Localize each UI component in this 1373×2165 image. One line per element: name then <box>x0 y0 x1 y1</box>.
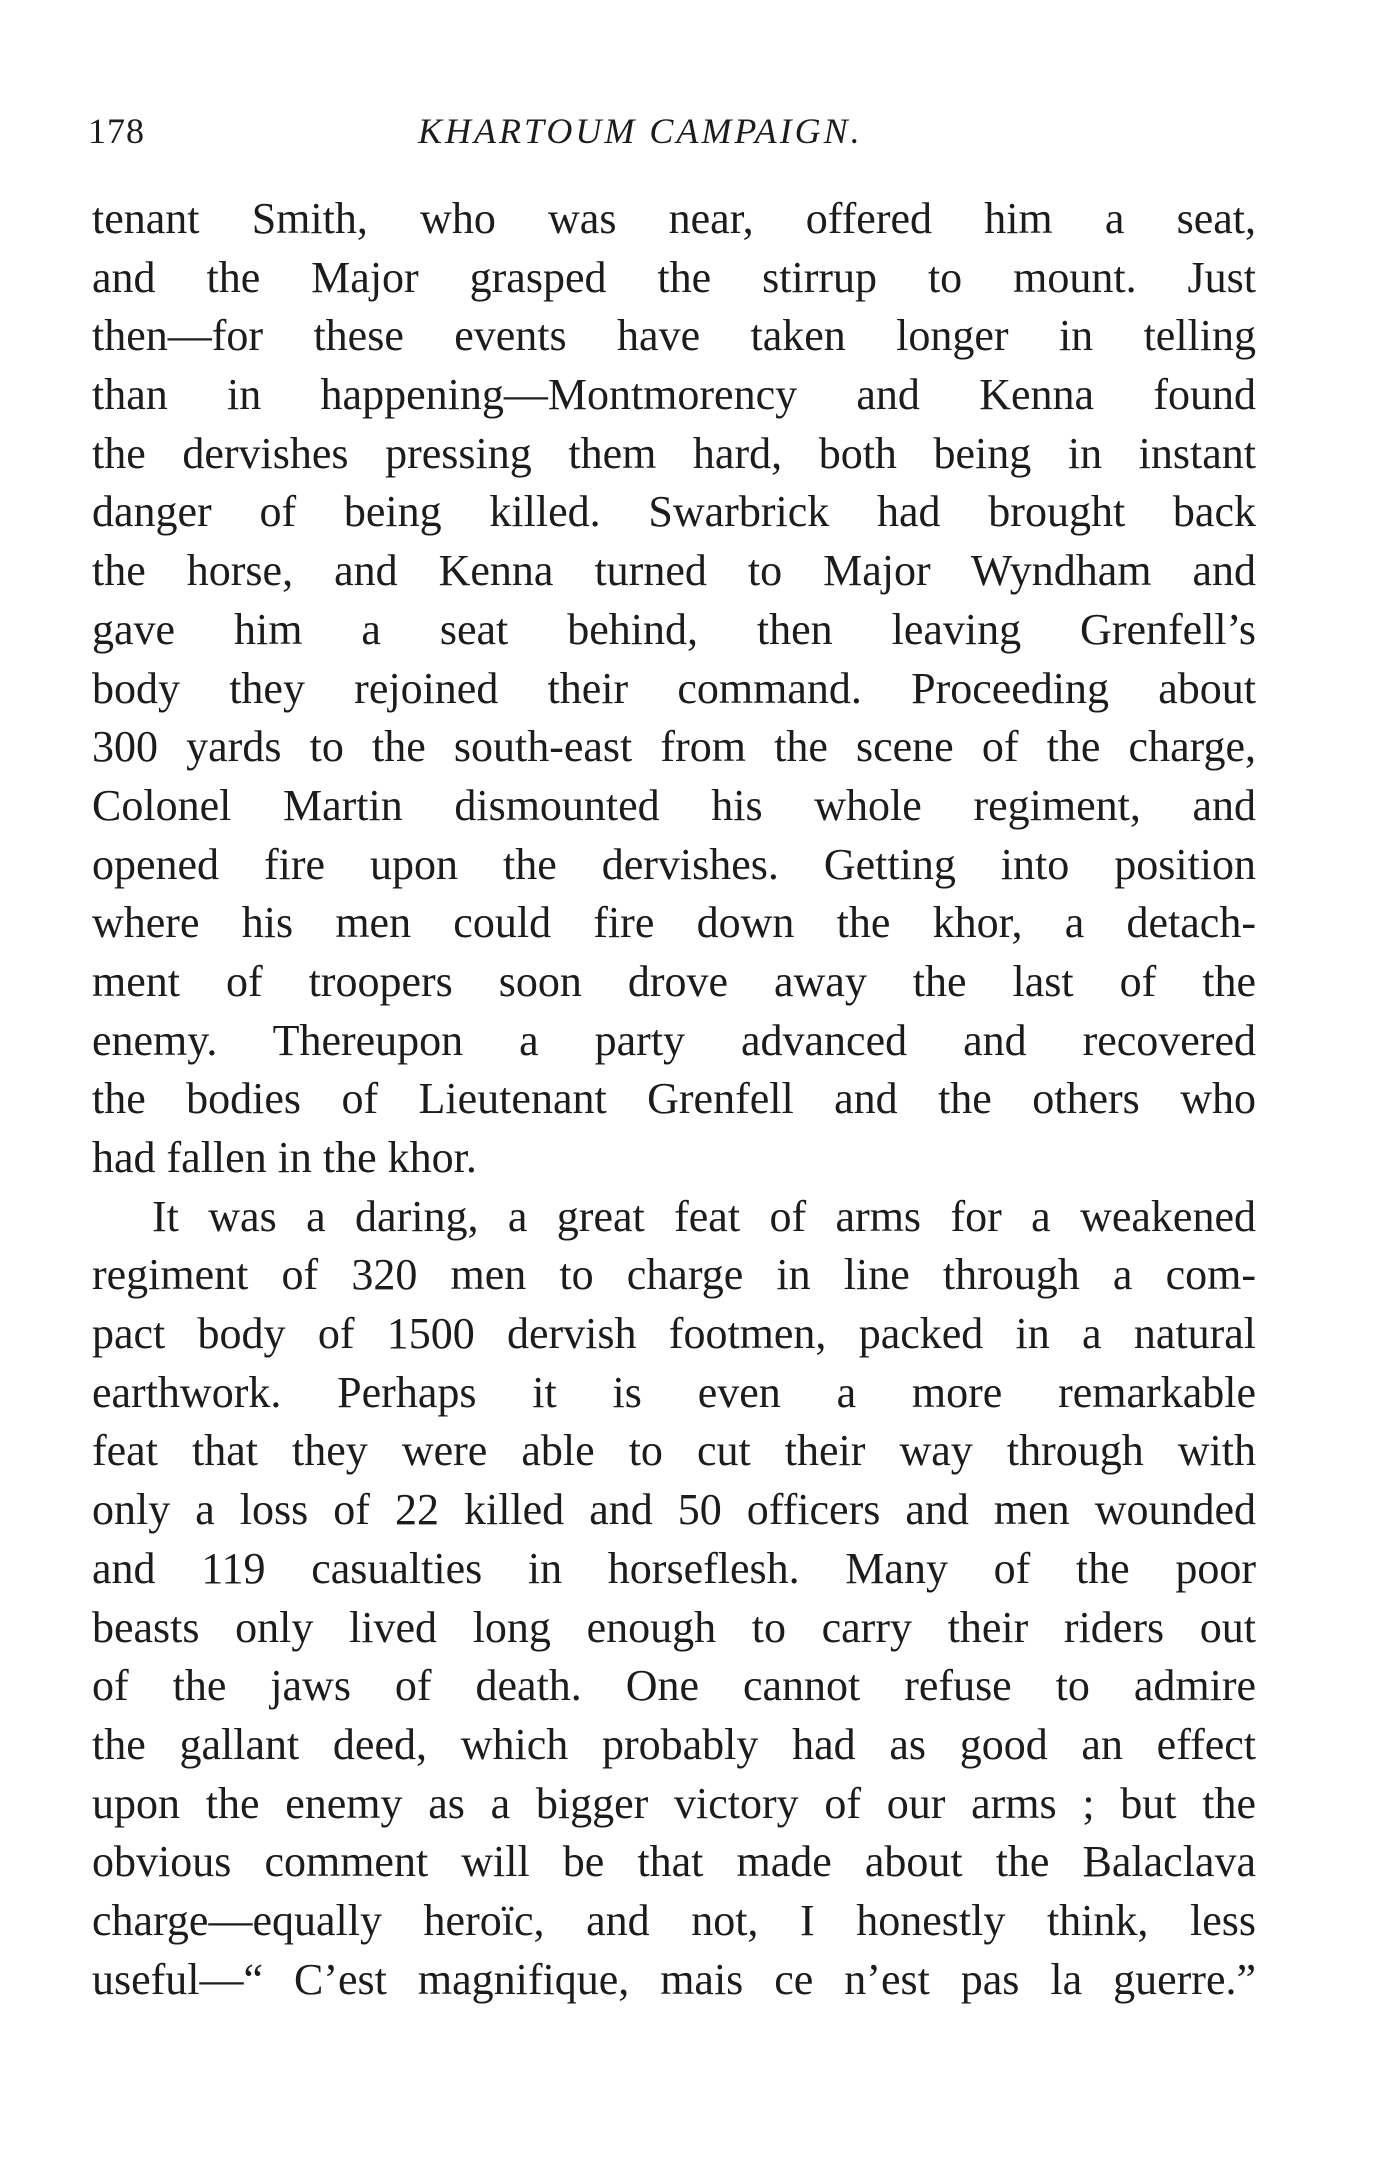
page-number: 178 <box>88 111 145 151</box>
text-line: of the jaws of death. One cannot refuse to admire <box>92 1661 1256 1711</box>
text-line: gave him a seat behind, then leaving Grenfell’s <box>92 604 1256 654</box>
paragraph-2 <box>92 1188 1256 2010</box>
text-line: and the Major grasped the stirrup to mount. Just <box>92 252 1256 302</box>
text-line: pact body of 1500 dervish footmen, packed in a natural <box>92 1309 1256 1359</box>
text-line: tenant Smith, who was near, offered him a seat, <box>92 194 1256 243</box>
text-line: danger of being killed. Swarbrick had brought back <box>92 487 1256 537</box>
text-line: then—for these events have taken longer in telling <box>92 311 1256 361</box>
text-line: ment of troopers soon drove away the last of the <box>92 956 1256 1006</box>
text-line: the bodies of Lieutenant Grenfell and the others who <box>92 1074 1256 1124</box>
text-line: enemy. Thereupon a party advanced and recovered <box>92 1015 1256 1065</box>
text-line: the dervishes pressing them hard, both being in instant <box>92 428 1256 478</box>
text-line: useful—“ C’est magnifique, mais ce n’est pas la guerre.” <box>92 1954 1256 2004</box>
text-line: 300 yards to the south-east from the scene of the charge, <box>92 722 1256 772</box>
paragraph-1 <box>92 190 1256 1188</box>
text-line: where his men could fire down the khor, a detach- <box>92 898 1256 948</box>
text-line: beasts only lived long enough to carry their riders out <box>92 1602 1256 1652</box>
text-line: than in happening—Montmorency and Kenna found <box>92 370 1256 420</box>
page-header <box>88 110 1268 160</box>
text-line: Colonel Martin dismounted his whole regiment, and <box>92 780 1256 830</box>
text-line: and 119 casualties in horseflesh. Many of the poor <box>92 1543 1256 1593</box>
text-line: the horse, and Kenna turned to Major Wyndham and <box>92 546 1256 596</box>
text-line: the gallant deed, which probably had as good an effect <box>92 1719 1256 1769</box>
text-line: had fallen in the khor. <box>92 1133 477 1182</box>
text-line: obvious comment will be that made about the Balaclava <box>92 1837 1256 1887</box>
text-line: body they rejoined their command. Proceeding about <box>92 663 1256 713</box>
text-line: regiment of 320 men to charge in line through a com- <box>92 1250 1256 1300</box>
text-line: upon the enemy as a bigger victory of our arms ; but the <box>92 1778 1256 1828</box>
running-head: KHARTOUM CAMPAIGN. <box>418 111 863 151</box>
text-line: opened fire upon the dervishes. Getting into position <box>92 839 1256 889</box>
text-line: It was a daring, a great feat of arms for a weakened <box>152 1191 1256 1241</box>
text-line: feat that they were able to cut their way through with <box>92 1426 1256 1476</box>
text-line: earthwork. Perhaps it is even a more remarkable <box>92 1367 1256 1417</box>
text-line: only a loss of 22 killed and 50 officers and men wounded <box>92 1485 1256 1535</box>
body-text <box>92 190 1256 2009</box>
text-line: charge—equally heroïc, and not, I honestly think, less <box>92 1895 1256 1945</box>
